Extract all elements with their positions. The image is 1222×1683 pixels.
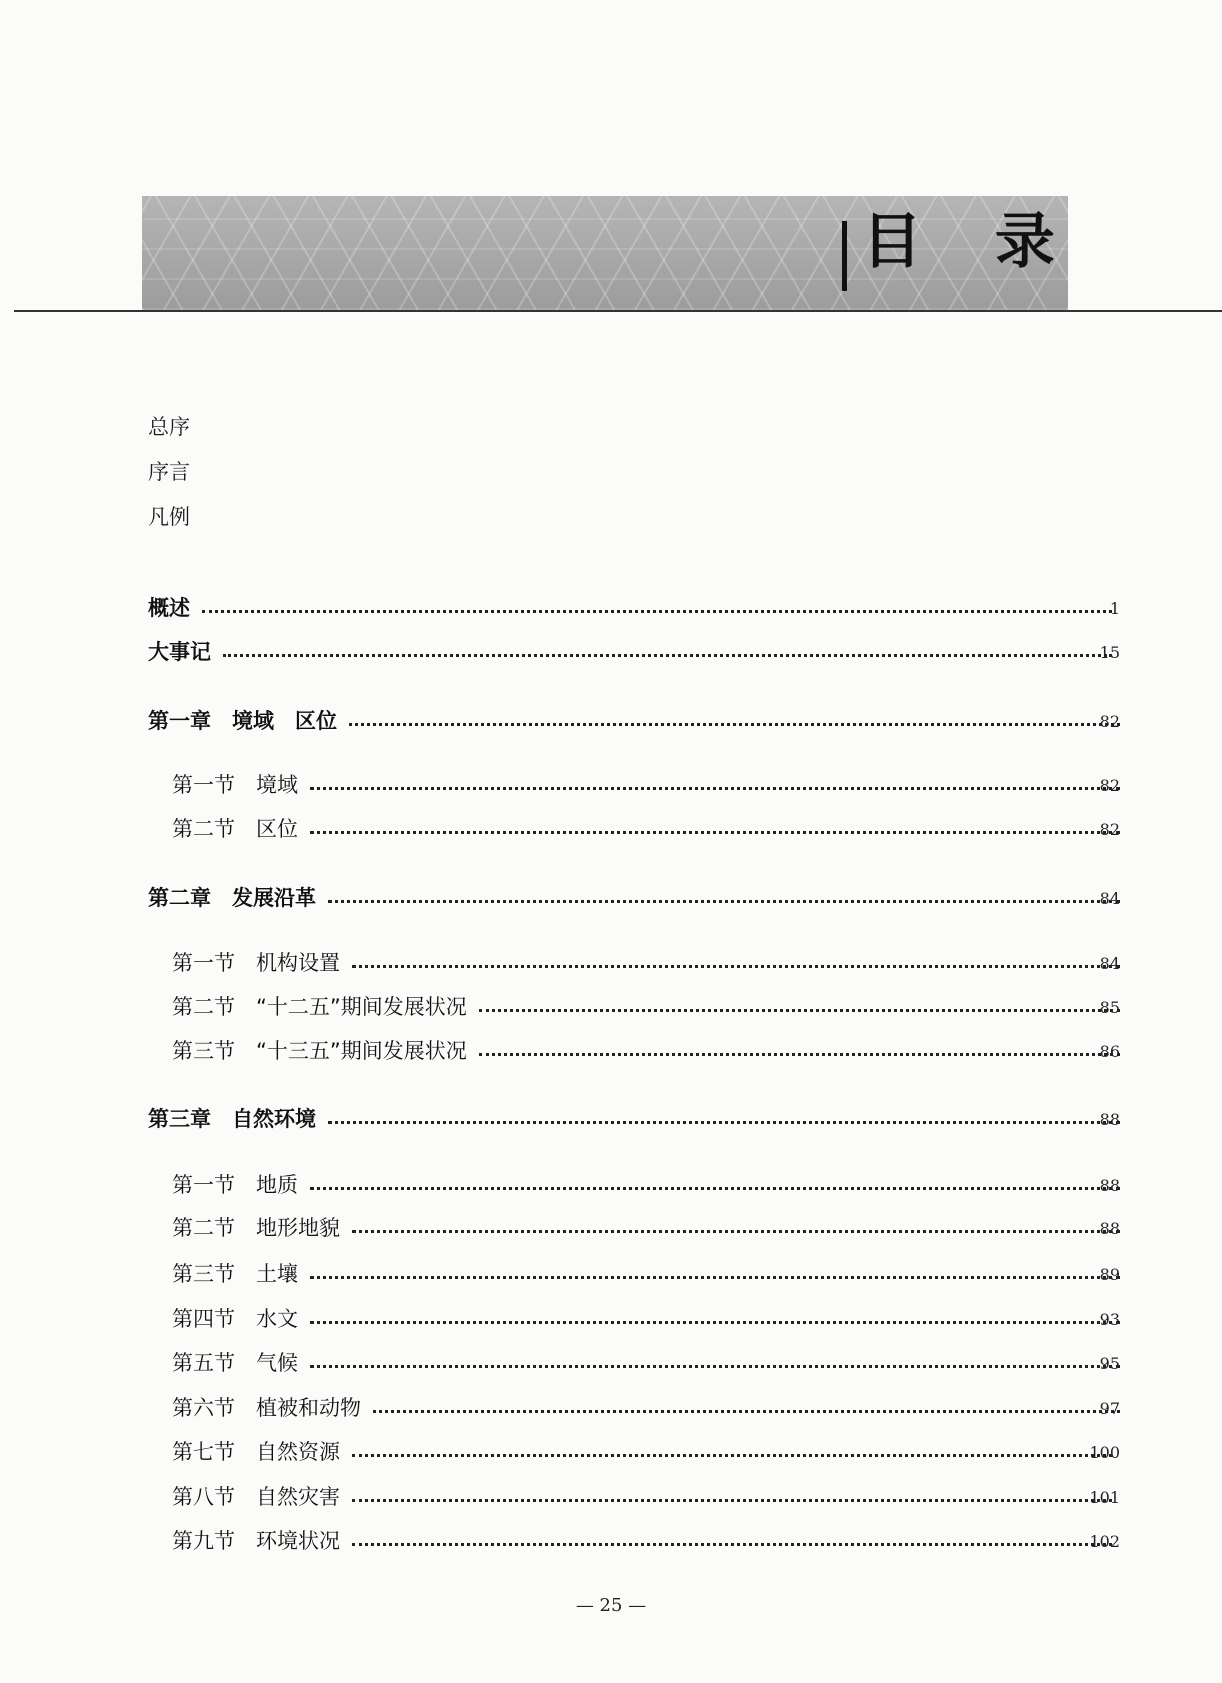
toc-entry [0,1260,1222,1288]
toc-section-label: 第五节 气候 [172,1351,298,1375]
toc-page-number: 88 [1099,1110,1120,1129]
toc-chapter-label: 第一章 境域 区位 [148,709,337,733]
toc-leader-dots [352,1205,1120,1233]
toc-leader-dots [328,1096,1120,1124]
toc-page-number: 86 [1099,1042,1120,1061]
toc-section-label: 第八节 自然灾害 [172,1485,340,1509]
toc-leader-dots [479,984,1120,1012]
toc-entry [0,1171,1222,1199]
toc-page-number: 95 [1099,1354,1120,1373]
toc-page-number: 82 [1099,712,1120,731]
toc-section-label: 第一节 地质 [172,1173,298,1197]
toc-entry [0,707,1222,735]
toc-page-number: 84 [1099,889,1120,908]
toc-entry [0,1527,1222,1555]
toc-leader-dots [352,940,1120,968]
toc-entry [0,1105,1222,1133]
toc-page-number: 84 [1099,954,1120,973]
toc-section-label: 第九节 环境状况 [172,1529,340,1553]
toc-page-number: 93 [1099,1310,1120,1329]
toc-leader-dots [202,585,1112,613]
toc-section-label: 第二节 地形地貌 [172,1216,340,1240]
toc-page-number: 15 [1099,643,1120,662]
front-matter-item: 序言 [148,460,190,484]
toc-section-label: 第七节 自然资源 [172,1440,340,1464]
page-title: 目 录 [862,207,1081,277]
toc-leader-dots [310,1251,1120,1279]
toc-page-number: 88 [1099,1219,1120,1238]
toc-section-label: 第二节 区位 [172,817,298,841]
toc-leader-dots [373,1385,1120,1413]
toc-section-label: 第二节 “十二五”期间发展状况 [172,995,467,1019]
toc-leader-dots [310,1162,1120,1190]
toc-chapter-label: 大事记 [148,640,211,664]
toc-chapter-label: 概述 [148,596,190,620]
toc-section-label: 第一节 机构设置 [172,951,340,975]
header-accent-bar [842,221,847,291]
toc-entry [0,1394,1222,1422]
toc-section-label: 第六节 植被和动物 [172,1396,361,1420]
toc-entry [0,1349,1222,1377]
toc-page-number: 82 [1099,776,1120,795]
toc-entry [0,1214,1222,1242]
header-rule [14,310,1222,312]
page-number: — 25 — [575,1595,647,1616]
toc-entry [0,1305,1222,1333]
toc-entry [0,949,1222,977]
toc-entry [0,638,1222,666]
toc-page-number: 100 [1089,1443,1120,1462]
toc-leader-dots [352,1474,1112,1502]
toc-entry [0,993,1222,1021]
toc-section-label: 第三节 “十三五”期间发展状况 [172,1039,467,1063]
toc-page-number: 101 [1089,1488,1120,1507]
toc-page-number: 85 [1099,998,1120,1017]
toc-entry [0,884,1222,912]
toc-page-number: 1 [1109,599,1120,618]
toc-leader-dots [223,629,1112,657]
toc-leader-dots [352,1518,1112,1546]
toc-page-number: 89 [1099,1265,1120,1284]
toc-leader-dots [328,875,1120,903]
toc-chapter-label: 第三章 自然环境 [148,1107,316,1131]
toc-page-number: 88 [1099,1176,1120,1195]
toc-section-label: 第三节 土壤 [172,1262,298,1286]
toc-leader-dots [310,762,1120,790]
toc-entry [0,1483,1222,1511]
toc-entry [0,1037,1222,1065]
toc-entry [0,594,1222,622]
front-matter-item: 总序 [148,415,190,439]
toc-page-number: 82 [1099,820,1120,839]
front-matter-item: 凡例 [148,505,190,529]
toc-leader-dots [352,1429,1112,1457]
toc-leader-dots [479,1028,1120,1056]
toc-page-number: 102 [1089,1532,1120,1551]
toc-section-label: 第一节 境域 [172,773,298,797]
toc-leader-dots [310,1296,1120,1324]
toc-leader-dots [310,1340,1120,1368]
toc-leader-dots [310,806,1120,834]
toc-entry [0,815,1222,843]
toc-page-number: 97 [1099,1399,1120,1418]
toc-chapter-label: 第二章 发展沿革 [148,886,316,910]
toc-entry [0,771,1222,799]
toc-section-label: 第四节 水文 [172,1307,298,1331]
toc-entry [0,1438,1222,1466]
toc-leader-dots [349,698,1120,726]
